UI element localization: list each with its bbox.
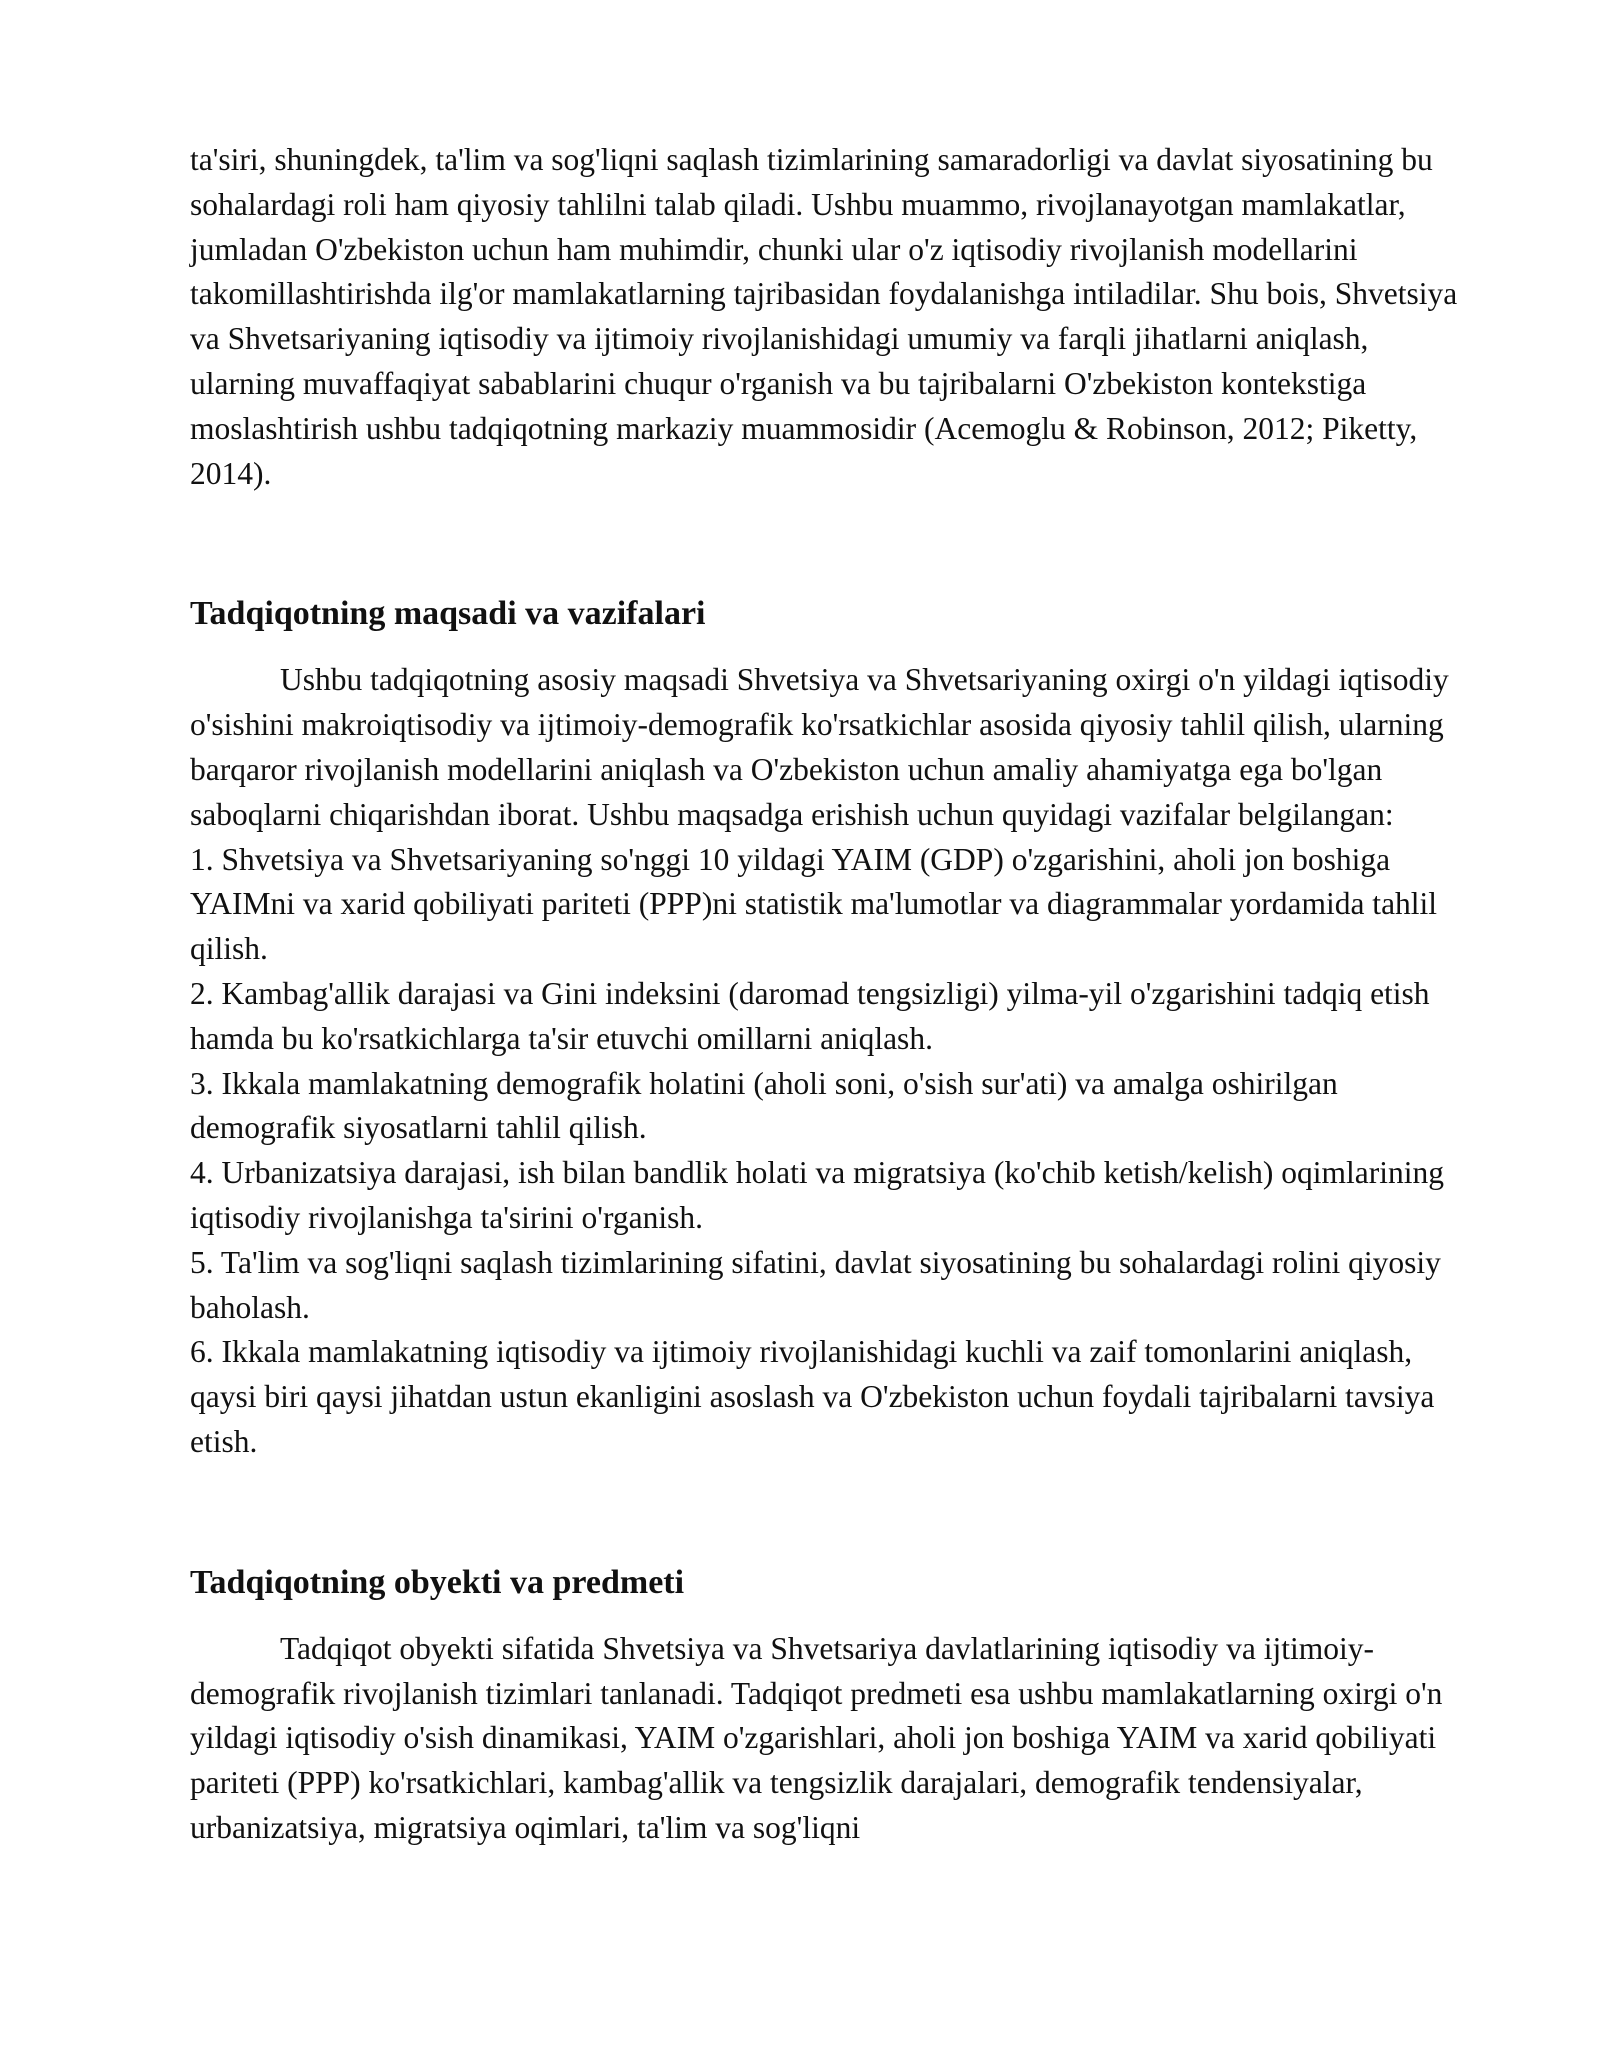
list-item: 1. Shvetsiya va Shvetsariyaning so'nggi 10 yildagi YAIM (GDP) o'zgarishini, aholi jon boshiga YAIMni va xarid qobiliyati pariteti (PPP)ni statistik ma'lumotlar va diagrammalar yordamida tahlil qilish. [190, 841, 1438, 967]
object-paragraph: Tadqiqot obyekti sifatida Shvetsiya va Shvetsariya davlatlarining iqtisodiy va ijtimoiy-demografik rivojlanish tizimlari tanlanadi. Tadqiqot predmeti esa ushbu mamlakatlarning oxirgi o'n yildagi iqtisodiy o'sish dinamikasi, YAIM o'zgarishlari, aholi jon boshiga YAIM va xarid qobiliyati pariteti (PPP) ko'rsatkichlari, kambag'allik va tengsizlik darajalari, demografik tendensiyalar, urbanizatsiya, migratsiya oqimlari, ta'lim va sog'liqni [190, 1630, 1443, 1845]
document-page [190, 138, 1460, 1851]
list-item: 4. Urbanizatsiya darajasi, ish bilan bandlik holati va migratsiya (ko'chib ketish/kelish) oqimlarining iqtisodiy rivojlanishga ta'sirini o'rganish. [190, 1155, 1445, 1235]
section-heading-goals: Tadqiqotning maqsadi va vazifalari [190, 595, 706, 633]
list-item: 5. Ta'lim va sog'liqni saqlash tizimlarining sifatini, davlat siyosatining bu sohalardagi rolini qiyosiy baholash. [190, 1244, 1441, 1325]
list-item: 2. Kambag'allik darajasi va Gini indeksini (daromad tengsizligi) yilma-yil o'zgarishini tadqiq etish hamda bu ko'rsatkichlarga ta'sir etuvchi omillarni aniqlash. [190, 975, 1430, 1056]
list-item: 3. Ikkala mamlakatning demografik holatini (aholi soni, o'sish sur'ati) va amalga oshirilgan demografik siyosatlarni tahlil qilish. [190, 1065, 1338, 1146]
goals-paragraph: Ushbu tadqiqotning asosiy maqsadi Shvetsiya va Shvetsariyaning oxirgi o'n yildagi iqtisodiy o'sishini makroiqtisodiy va ijtimoiy-demografik ko'rsatkichlar asosida qiyosiy tahlil qilish, ularning barqaror rivojlanish modellarini aniqlash va O'zbekiston uchun amaliy ahamiyatga ega bo'lgan saboqlarni chiqarishdan iborat. Ushbu maqsadga erishish uchun quyidagi vazifalar belgilangan: [190, 662, 1449, 832]
list-item: 6. Ikkala mamlakatning iqtisodiy va ijtimoiy rivojlanishidagi kuchli va zaif tomonlarini aniqlash, qaysi biri qaysi jihatdan ustun ekanligini asoslash va O'zbekiston uchun foydali tajribalarni tavsiya etish. [190, 1334, 1435, 1459]
tasks-list [190, 838, 1460, 1465]
section-heading-object: Tadqiqotning obyekti va predmeti [190, 1563, 685, 1601]
intro-paragraph: ta'siri, shuningdek, ta'lim va sog'liqni saqlash tizimlarining samaradorligi va davlat siyosatining bu sohalardagi roli ham qiyosiy tahlilni talab qiladi. Ushbu muammo, rivojlanayotgan mamlakatlar, jumladan O'zbekiston uchun ham muhimdir, chunki ular o'z iqtisodiy rivojlanish modellarini takomillashtirishda ilg'or mamlakatlarning tajribasidan foydalanishga intiladilar. Shu bois, Shvetsiya va Shvetsariyaning iqtisodiy va ijtimoiy rivojlanishidagi umumiy va farqli jihatlarni aniqlash, ularning muvaffaqiyat sabablarini chuqur o'rganish va bu tajribalarni O'zbekiston kontekstiga moslashtirish ushbu tadqiqotning markaziy muammosidir (Acemoglu & Robinson, 2012; Piketty, 2014). [190, 142, 1458, 491]
